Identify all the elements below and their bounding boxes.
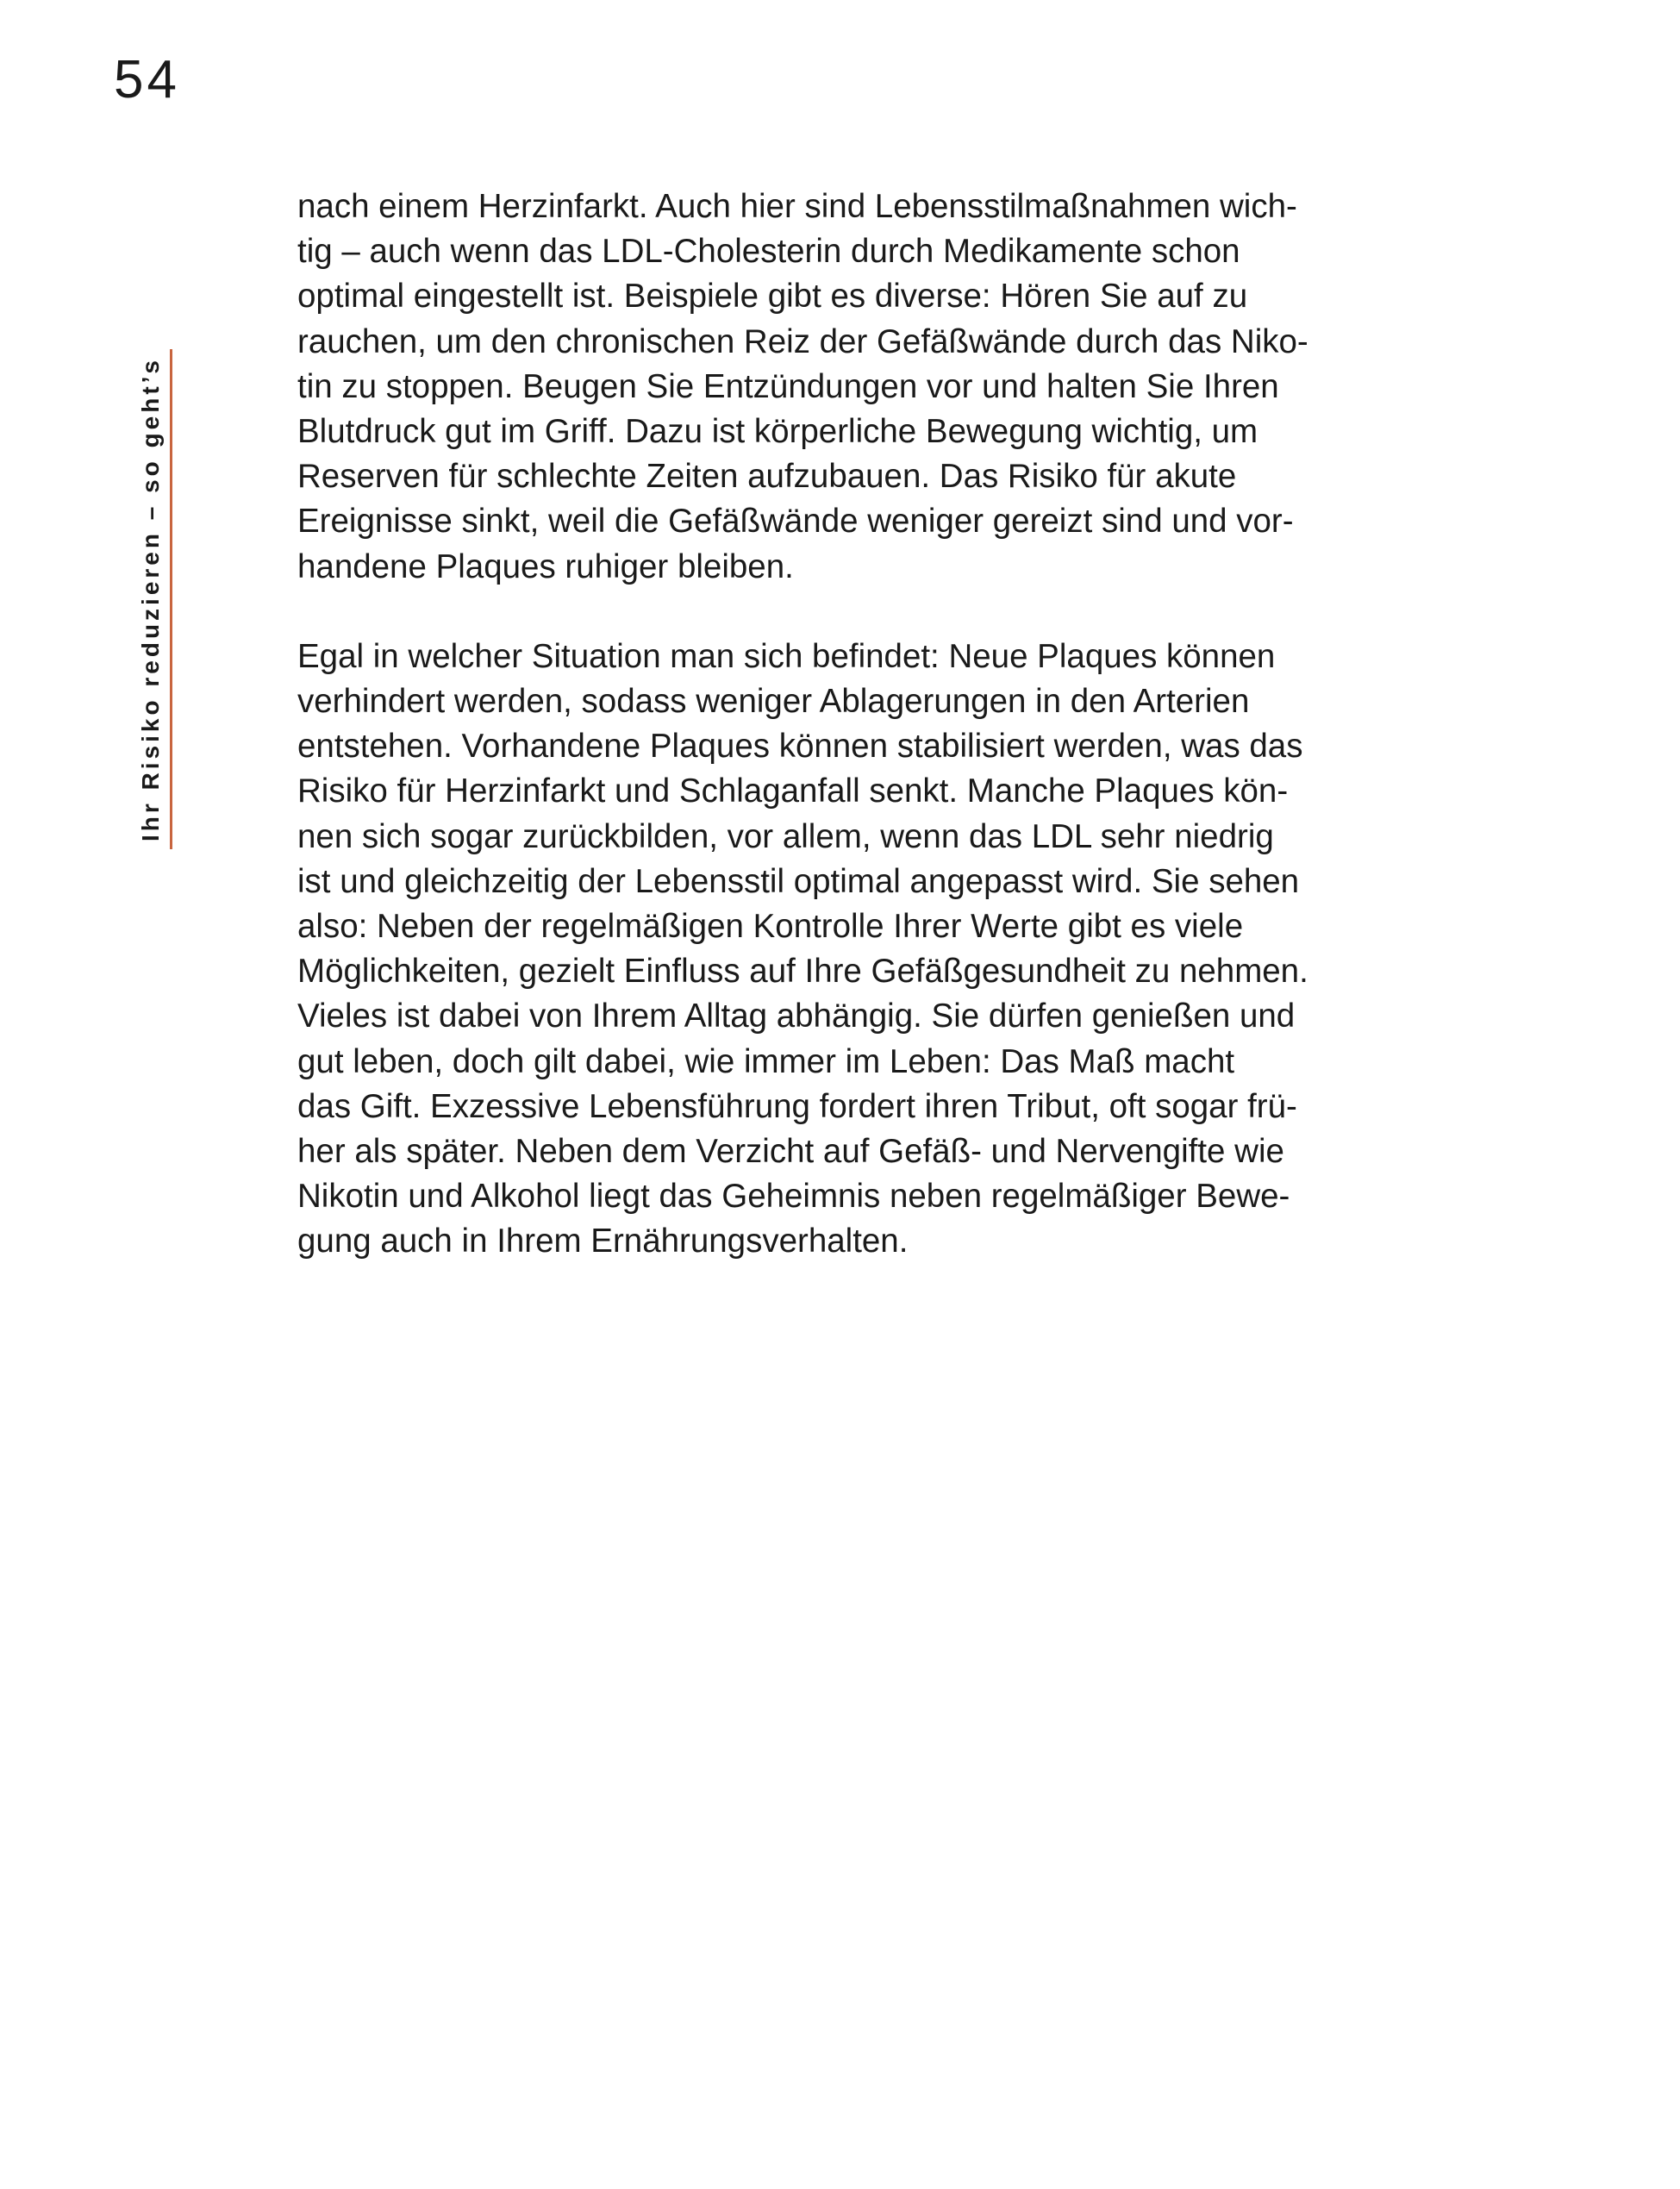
text-line: entstehen. Vorhandene Plaques können stabilisiert werden, was das bbox=[297, 728, 1303, 766]
text-line: nen sich sogar zurückbilden, vor allem, wenn das LDL sehr niedrig bbox=[297, 817, 1274, 855]
text-line: Möglichkeiten, gezielt Einfluss auf Ihre Gefäßgesundheit zu nehmen. bbox=[297, 953, 1308, 991]
text-line: handene Plaques ruhiger bleiben. bbox=[297, 547, 794, 585]
paragraph-1 bbox=[297, 185, 1418, 590]
text-line: Blutdruck gut im Griff. Dazu ist körperliche Bewegung wichtig, um bbox=[297, 413, 1258, 451]
text-line: her als später. Neben dem Verzicht auf Gefäß- und Nervengifte wie bbox=[297, 1133, 1284, 1171]
text-line: tin zu stoppen. Beugen Sie Entzündungen vor und halten Sie Ihren bbox=[297, 367, 1279, 405]
text-line: optimal eingestellt ist. Beispiele gibt es diverse: Hören Sie auf zu bbox=[297, 278, 1248, 316]
text-line: verhindert werden, sodass weniger Ablagerungen in den Arterien bbox=[297, 683, 1250, 721]
text-line: gut leben, doch gilt dabei, wie immer im Leben: Das Maß macht bbox=[297, 1042, 1235, 1080]
text-line: also: Neben der regelmäßigen Kontrolle Ihrer Werte gibt es viele bbox=[297, 908, 1244, 946]
text-line: Reserven für schlechte Zeiten aufzubauen. Das Risiko für akute bbox=[297, 458, 1237, 496]
text-line: rauchen, um den chronischen Reiz der Gefäßwände durch das Niko- bbox=[297, 322, 1308, 360]
text-line: ist und gleichzeitig der Lebensstil optimal angepasst wird. Sie sehen bbox=[297, 862, 1300, 900]
text-line: Ereignisse sinkt, weil die Gefäßwände weniger gereizt sind und vor- bbox=[297, 503, 1294, 541]
text-line: das Gift. Exzessive Lebensführung fordert ihren Tribut, oft sogar frü- bbox=[297, 1087, 1297, 1125]
text-line: nach einem Herzinfarkt. Auch hier sind Lebensstilmaßnahmen wich- bbox=[297, 188, 1297, 225]
text-line: gung auch in Ihrem Ernährungsverhalten. bbox=[297, 1223, 909, 1260]
body-text bbox=[297, 185, 1418, 1265]
text-line: Risiko für Herzinfarkt und Schlaganfall senkt. Manche Plaques kön- bbox=[297, 772, 1289, 810]
text-line: Vieles ist dabei von Ihrem Alltag abhängig. Sie dürfen genießen und bbox=[297, 998, 1296, 1035]
section-label: Ihr Risiko reduzieren – so geht’s bbox=[131, 349, 172, 849]
text-line: Nikotin und Alkohol liegt das Geheimnis neben regelmäßiger Bewe- bbox=[297, 1178, 1290, 1216]
paragraph-2 bbox=[297, 635, 1418, 1265]
text-line: Egal in welcher Situation man sich befindet: Neue Plaques können bbox=[297, 637, 1276, 675]
text-line: tig – auch wenn das LDL-Cholesterin durch Medikamente schon bbox=[297, 233, 1240, 271]
page-number: 54 bbox=[114, 50, 180, 109]
